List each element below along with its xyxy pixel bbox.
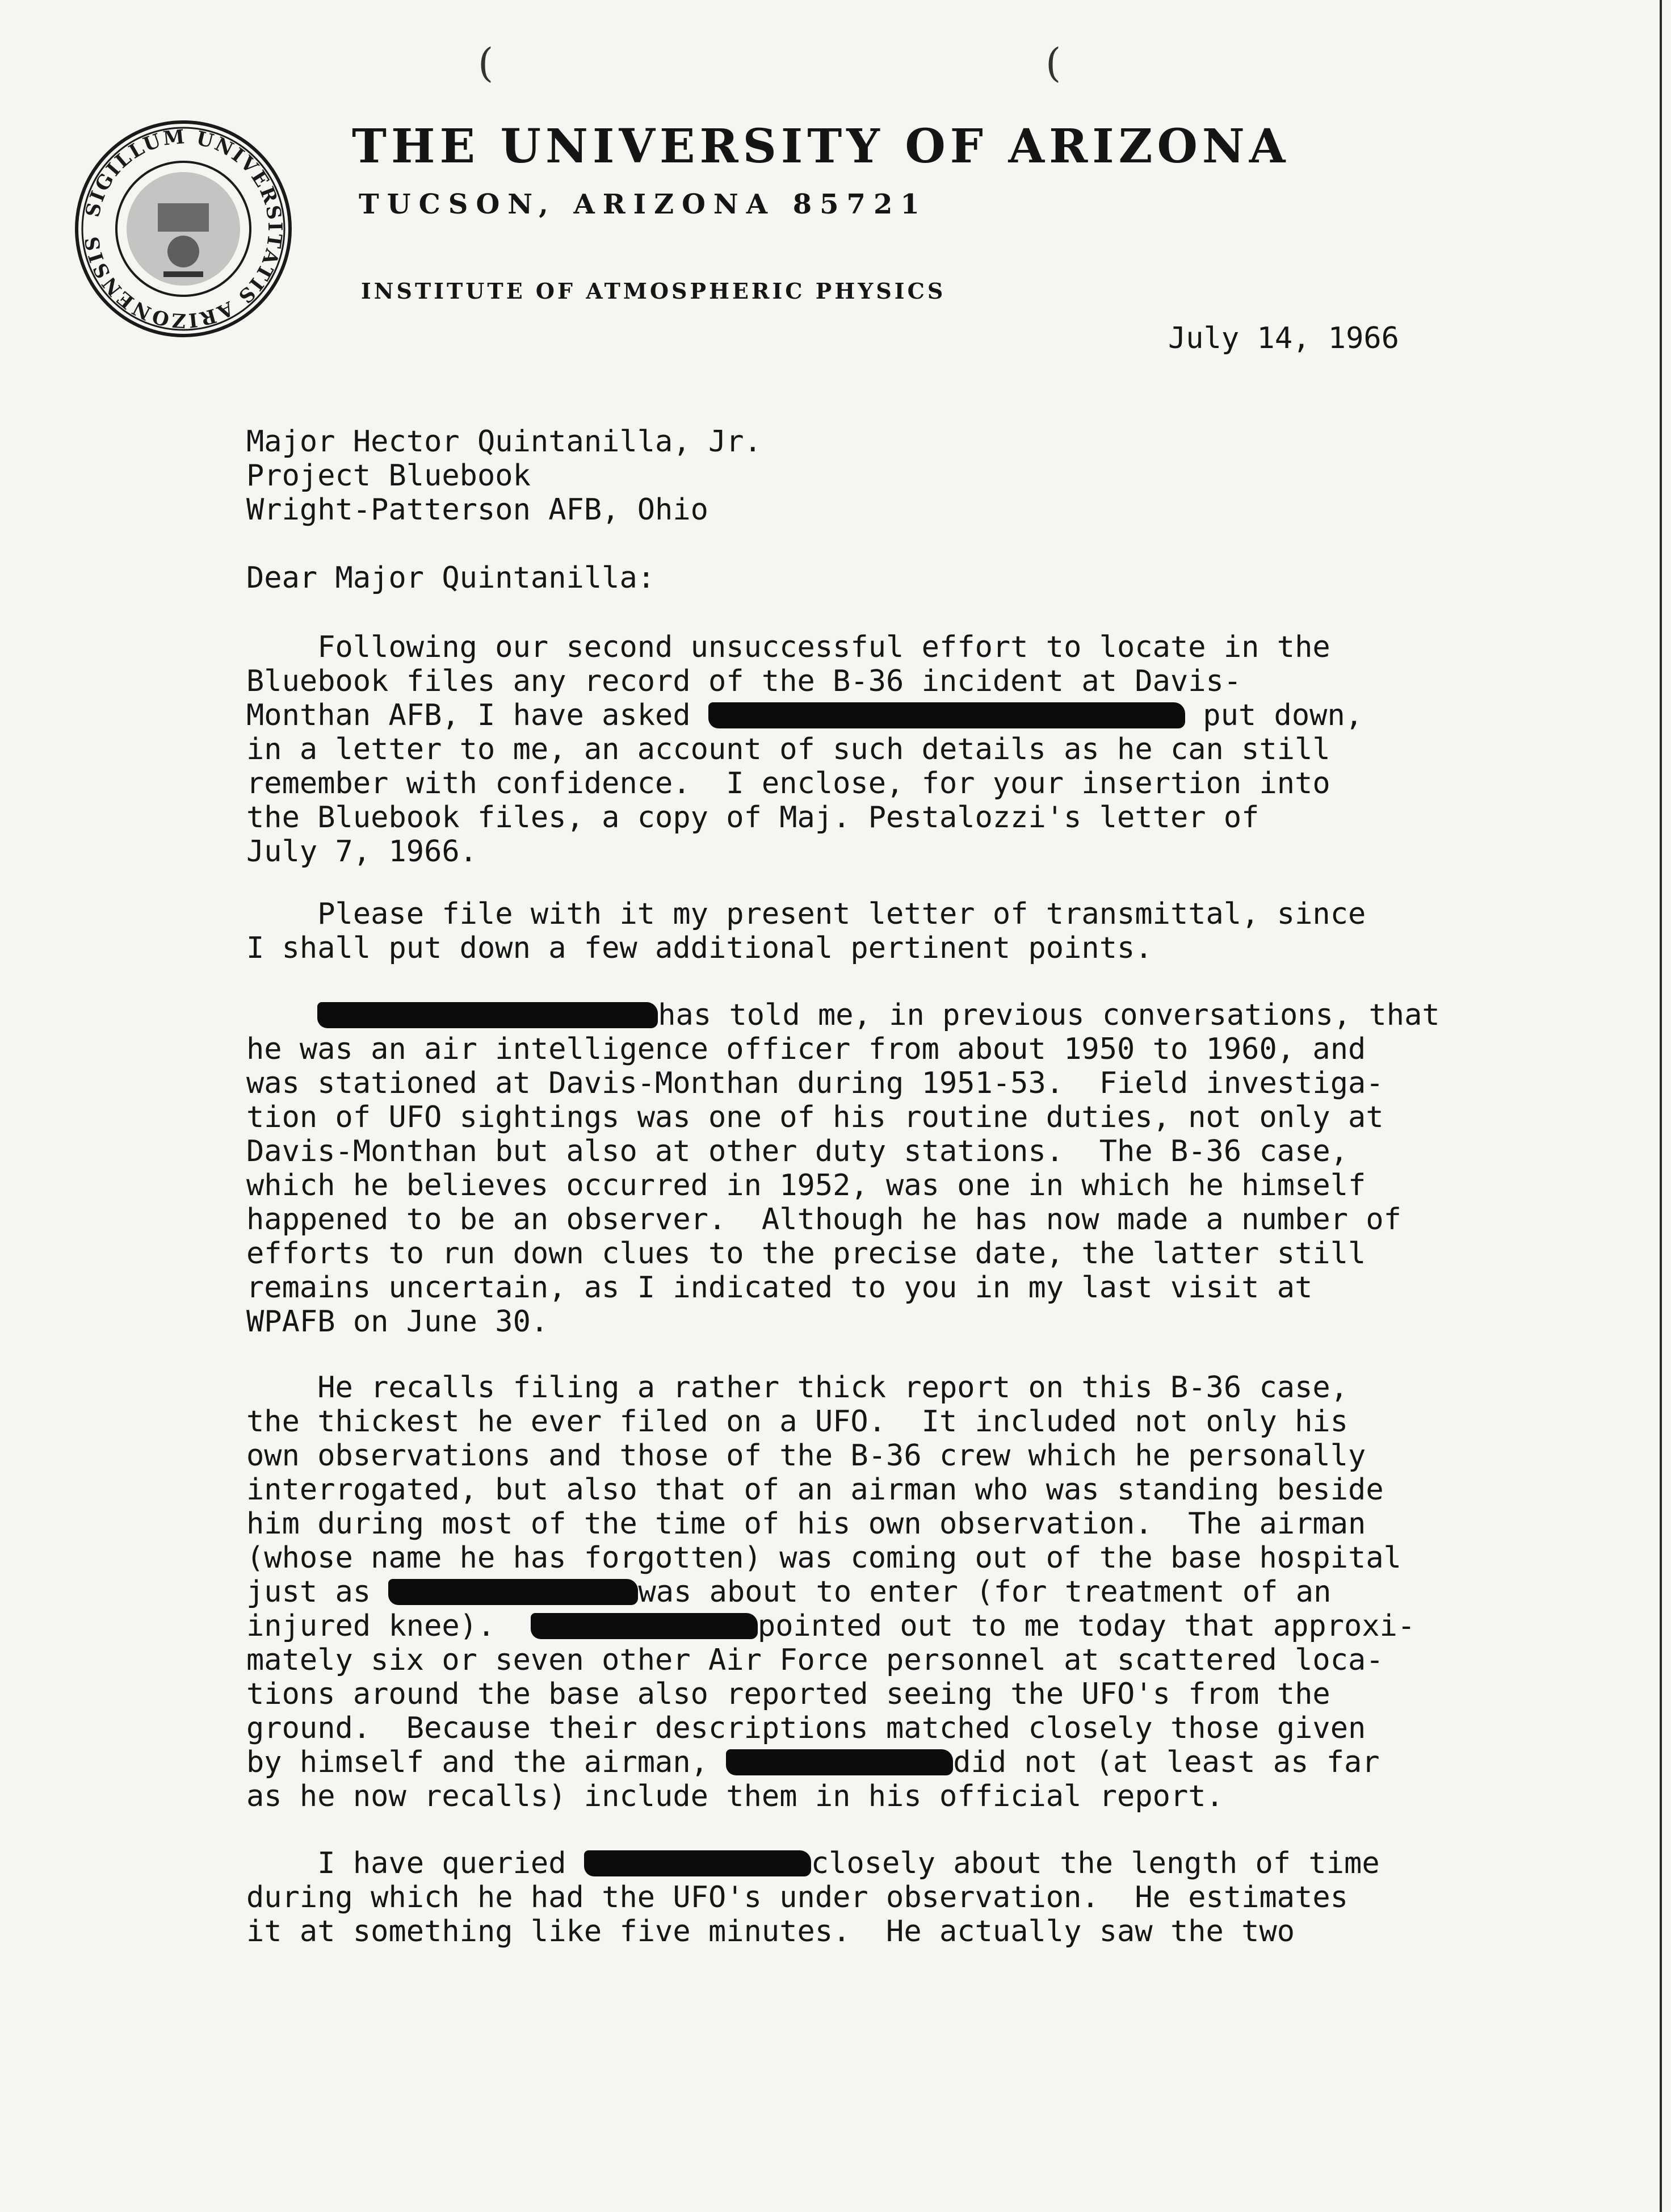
text-fragment: was about to enter (for treatment of an [638,1575,1332,1609]
text-fragment [246,998,317,1032]
text-line: remember with confidence. I enclose, for your insertion into [246,766,1330,801]
redaction-mark [317,1002,658,1028]
text-line: Bluebook files any record of the B-36 incident at Davis- [246,664,1242,698]
text-fragment: closely about the length of time [811,1846,1380,1880]
text-line: ground. Because their descriptions matched closely those given [246,1711,1366,1745]
text-fragment: I have queried [246,1846,584,1880]
text-fragment: did not (at least as far [953,1745,1380,1779]
scan-mark-right: ( [1046,40,1061,86]
scan-mark-left: ( [478,40,494,86]
text-line: as he now recalls) include them in his official report. [246,1779,1224,1813]
text-fragment: has told me, in previous conversations, that [658,998,1440,1032]
text-line: (whose name he has forgotten) was coming out of the base hospital [246,1541,1401,1575]
department-name: INSTITUTE OF ATMOSPHERIC PHYSICS [361,278,946,304]
university-seal [73,118,294,340]
text-line: happened to be an observer. Although he has now made a number of [246,1203,1401,1237]
paragraph-5 [246,1846,1380,1949]
redaction-mark [708,702,1185,728]
institution-name: THE UNIVERSITY OF ARIZONA [352,119,1290,174]
paragraph-4 [246,1371,1415,1813]
text-line: interrogated, but also that of an airman who was standing beside [246,1473,1384,1507]
paragraph-3 [246,998,1440,1339]
text-line: He recalls filing a rather thick report on this B-36 case, [246,1371,1349,1405]
text-fragment: put down, [1185,698,1363,732]
text-line: tions around the base also reported seeing the UFO's from the [246,1677,1330,1711]
text-line: Davis-Monthan but also at other duty stations. The B-36 case, [246,1134,1349,1168]
text-line: Please file with it my present letter of transmittal, since [246,897,1366,931]
redaction-mark [388,1579,638,1605]
text-line: he was an air intelligence officer from about 1950 to 1960, and [246,1032,1366,1066]
svg-text:SIGILLUM UNIVERSITATIS ARIZONE: SIGILLUM UNIVERSITATIS ARIZONENSIS [81,125,287,332]
text-line: efforts to run down clues to the precise date, the latter still [246,1237,1366,1271]
text-line: which he believes occurred in 1952, was one in which he himself [246,1168,1366,1203]
text-line [246,698,1363,732]
text-line [246,1609,1415,1643]
text-line: the thickest he ever filed on a UFO. It included not only his [246,1405,1349,1439]
text-line: Following our second unsuccessful effort to locate in the [246,630,1330,664]
page-edge [1660,0,1662,2212]
text-line: during which he had the UFO's under observation. He estimates [246,1880,1349,1914]
text-line: remains uncertain, as I indicated to you in my last visit at [246,1271,1313,1305]
text-line: mately six or seven other Air Force personnel at scattered loca- [246,1643,1384,1677]
text-fragment: Monthan AFB, I have asked [246,698,708,732]
recipient-project: Project Bluebook [246,459,531,493]
paragraph-2 [246,897,1366,965]
text-line: him during most of the time of his own observation. The airman [246,1507,1366,1541]
redaction-mark [584,1850,811,1876]
salutation: Dear Major Quintanilla: [246,561,656,595]
text-line [246,1745,1415,1779]
text-fragment: pointed out to me today that approxi- [757,1609,1416,1643]
redaction-mark [531,1613,758,1639]
redaction-mark [726,1749,953,1775]
letter-date: July 14, 1966 [1168,321,1399,355]
text-line: it at something like five minutes. He actually saw the two [246,1914,1295,1949]
text-line: tion of UFO sightings was one of his routine duties, not only at [246,1100,1384,1134]
text-line [246,1846,1380,1880]
text-fragment: injured knee). [246,1609,531,1643]
text-line: own observations and those of the B-36 crew which he personally [246,1439,1366,1473]
institution-address: TUCSON, ARIZONA 85721 [359,188,927,220]
text-line: I shall put down a few additional pertinent points. [246,931,1153,965]
text-fragment: just as [246,1575,389,1609]
text-line [246,998,1440,1032]
text-line: WPAFB on June 30. [246,1305,549,1339]
recipient-block [246,425,762,527]
text-line: was stationed at Davis-Monthan during 1951-53. Field investiga- [246,1066,1384,1100]
paragraph-1 [246,630,1363,869]
text-fragment: by himself and the airman, [246,1745,727,1779]
text-line [246,1575,1415,1609]
recipient-name: Major Hector Quintanilla, Jr. [246,425,762,459]
recipient-location: Wright-Patterson AFB, Ohio [246,493,708,527]
text-line: the Bluebook files, a copy of Maj. Pestalozzi's letter of [246,801,1259,835]
text-line: July 7, 1966. [246,835,477,869]
text-line: in a letter to me, an account of such details as he can still [246,732,1330,766]
